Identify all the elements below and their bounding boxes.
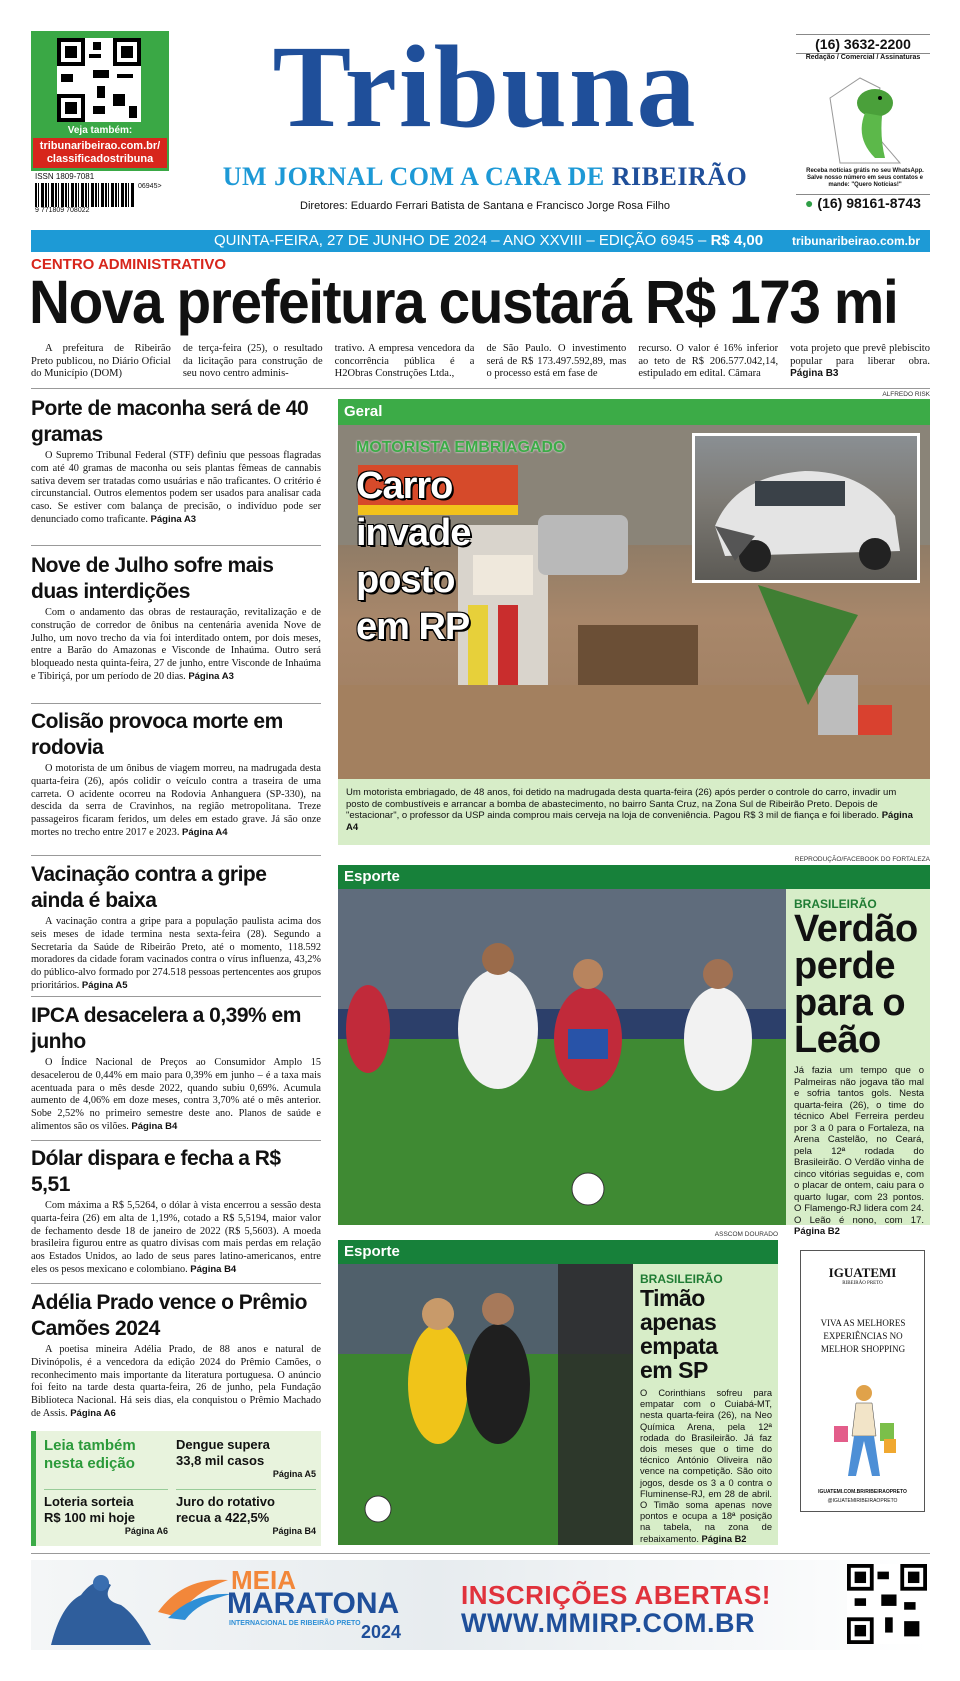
banner-subtitle: INTERNACIONAL DE RIBEIRÃO PRETO [229, 1620, 361, 1627]
lead-headline[interactable]: Nova prefeitura custará R$ 173 mi [29, 268, 898, 336]
read-also-item[interactable] [44, 1489, 168, 1536]
esporte-text [640, 1388, 772, 1545]
story-page-ref: Página A3 [188, 670, 234, 682]
story-title: Adélia Prado vence o Prêmio Camões 2024 [31, 1291, 307, 1340]
divider [31, 703, 321, 704]
esporte-corinthians[interactable] [338, 1240, 778, 1545]
story-nove-de-julho[interactable] [31, 553, 321, 684]
feature-headline-line: posto [356, 559, 455, 601]
story-title: Dólar dispara e fecha a R$ 5,51 [31, 1147, 281, 1196]
esporte-page-ref: Página B2 [701, 1533, 747, 1544]
dinosaur-icon [820, 68, 910, 168]
lead-col-2: de terça-feira (25), o resultado da licitação para construção de seu novo centro adminis- [182, 343, 323, 379]
tagline-part1: UM JORNAL COM A CARA DE [222, 162, 612, 191]
story-dolar[interactable] [31, 1146, 321, 1277]
photo-credit: ALFREDO RISK [882, 391, 930, 398]
corinthians-match-photo [338, 1264, 633, 1545]
soccer-match-icon [338, 889, 786, 1225]
esporte-headline [640, 1286, 772, 1382]
banner-title1: MEIA [231, 1565, 296, 1595]
story-title: Nove de Julho sofre mais duas interdições [31, 554, 274, 603]
read-also-item-line2: 33,8 mil casos [176, 1453, 265, 1468]
whatsapp-icon: ● [805, 195, 814, 211]
read-also-item[interactable] [176, 1437, 316, 1479]
crashed-car-inset [692, 433, 920, 583]
whatsapp-number[interactable] [796, 194, 930, 211]
read-also-page-ref: Página A6 [124, 1526, 168, 1536]
story-title: Porte de maconha será de 40 gramas [31, 397, 309, 446]
site-link[interactable]: tribunaribeirao.com.br [791, 234, 920, 248]
story-page-ref: Página B4 [190, 1263, 237, 1275]
geral-feature[interactable] [338, 399, 930, 845]
lead-text [31, 343, 930, 385]
barcode [35, 183, 135, 207]
runner-statue-icon [41, 1565, 161, 1647]
feature-headline-line: Carro [356, 465, 453, 507]
gas-station-photo [338, 425, 930, 779]
swoosh-logo-icon [153, 1572, 233, 1622]
read-also-item-line1: Juro do rotativo [176, 1494, 275, 1509]
lead-col-4: de São Paulo. O investimento será de R$ 173.497.592,89, mas o processo está em fase de [486, 343, 627, 379]
phone-subtitle: Redação / Comercial / Assinaturas [805, 54, 921, 61]
esporte-kicker: BRASILEIRÃO [794, 897, 877, 911]
story-maconha[interactable] [31, 396, 321, 527]
esporte-headline-line: perde [794, 945, 895, 987]
qr-url-line2: classificadostribuna [46, 153, 154, 165]
read-also-box [31, 1431, 321, 1546]
directors: Diretores: Eduardo Ferrari Batista de Santana e Francisco Jorge Rosa Filho [300, 200, 670, 212]
qr-code-panel[interactable] [31, 31, 169, 171]
feature-headline [356, 463, 470, 651]
feature-caption-text: Um motorista embriagado, de 48 anos, foi detido na madrugada desta quarta-feira (26) após perder o controle do carro, invadir um posto de combustíveis e arrancar a bomba de abastecimento, no bairro Santa Cruz, na Zona Sul de Ribeirão Preto. Depois de "estacionar", o professor da USP ainda comprou mais cerveja na loja de conveniência. Pagou R$ 3 mil de fiança e foi liberado. [346, 787, 897, 821]
esporte-headline-line: Timão [640, 1285, 705, 1311]
qr-see-also: Veja também: [67, 125, 133, 136]
story-text [31, 1200, 321, 1277]
divider [31, 1553, 930, 1554]
qr-url-line1: tribunaribeirao.com.br/ [39, 140, 161, 152]
story-colisao[interactable] [31, 709, 321, 840]
story-body: Com o andamento das obras de restauração, revitalização e de construção de corredor de ônibus na centenária avenida Nove de Julho, um novo trecho da via foi interditado ontem, por dois meses, entre a Barão do Amazonas e Visconde de Inhaúma. Outro será bloqueado nesta quinta-feira, 27 de junho, entre Visconde de Inhaúma e Tibiriçá, por um período de 20 dias. [31, 607, 321, 682]
tagline [195, 162, 775, 192]
feature-caption [346, 787, 922, 833]
story-vacinacao[interactable] [31, 862, 321, 993]
tagline-part2: RIBEIRÃO [611, 162, 748, 191]
read-also-item-line1: Dengue supera [176, 1437, 270, 1452]
esporte-headline-line: para o [794, 982, 906, 1024]
story-text [31, 607, 321, 684]
story-text [31, 763, 321, 840]
story-text [31, 916, 321, 993]
esporte-headline-line: Leão [794, 1019, 881, 1061]
read-also-page-ref: Página B4 [272, 1526, 316, 1536]
story-body: A vacinação contra a gripe para a população paulista acima dos seis meses de idade termina nesta sexta-feira (28). Segundo a Secretaria da Saúde de Ribeirão Preto, até o momento, 118.592 moradores da cidade foram vacinados contra o vírus influenza, 43,2% do público-alvo formado por 274.518 pessoas pertencentes aos grupos prioritários. [31, 916, 321, 991]
esporte-headline [794, 908, 924, 1061]
qr-code[interactable] [57, 38, 141, 122]
story-text [31, 450, 321, 527]
divider [31, 1140, 321, 1141]
story-title: IPCA desacelera a 0,39% em junho [31, 1004, 301, 1053]
banner-url[interactable]: WWW.MMIRP.COM.BR [461, 1608, 755, 1638]
feature-headline-line: em RP [356, 606, 470, 648]
story-body: O Índice Nacional de Preços ao Consumidor Amplo 15 desacelerou de 0,44% em maio para 0,39% em junho – é a taxa mais acentuada para o mês desde 2022, quando subiu 0,69%. Acumula aumento de 4,06% em doze meses, contra 3,70% até o mês anterior. Sobe 2,52% no primeiro semestre deste ano. Planos de saúde e alimentos são os vilões. [31, 1057, 321, 1132]
read-also-title-line1: Leia também [44, 1437, 136, 1454]
banner-year: 2024 [361, 1622, 402, 1642]
classificados-link[interactable] [33, 138, 167, 168]
story-ipca[interactable] [31, 1003, 321, 1134]
story-title: Colisão provoca morte em rodovia [31, 710, 283, 759]
lead-col-3: trativo. A empresa vencedora da concorrência pública é a H2Obras Construções Ltda., [334, 343, 475, 379]
crashed-car-icon [695, 436, 917, 580]
newspaper-title: Tribuna [272, 21, 698, 152]
esporte-headline-line: apenas [640, 1309, 717, 1335]
story-page-ref: Página A5 [81, 979, 128, 991]
ad-social: @IGUATEMIRIBEIRAOPRETO [827, 1498, 898, 1504]
lead-col-6-text: vota projeto que prevê plebiscito popular para liberar obra. [790, 343, 930, 367]
esporte-body: O Corinthians sofreu para empatar com o Cuiabá-MT, nesta quarta-feira (26), na Neo Química Arena, pela 12ª rodada do Brasileirão. Já faz dois meses que o time do técnico António Oliveira não vence na competição. São oito jogos, desde os 3 a 0 contra o Fluminense-RJ, em 28 de abril. O Timão soma apenas nove pontos e ocupa a 18ª posição na tabela, na zona de rebaixamento. [640, 1388, 772, 1544]
banner-cta: INSCRIÇÕES ABERTAS! [461, 1580, 771, 1610]
lead-col-5: recurso. O valor é 16% inferior ao teto de R$ 206.577.042,14, estipulado em edital. Câmara [638, 343, 779, 379]
lead-col-6 [790, 343, 930, 385]
feature-kicker: MOTORISTA EMBRIAGADO [356, 439, 566, 456]
photo-credit: ASSCOM DOURADO [714, 1231, 778, 1238]
qr-code-icon[interactable] [847, 1564, 927, 1644]
esporte-headline-line: empata [640, 1333, 718, 1359]
esporte-page-ref: Página B2 [794, 1226, 840, 1237]
story-body: A poetisa mineira Adélia Prado, de 88 anos e natural de Divinópolis, é a vencedora da edição 2024 do Prêmio Camões, o reconhecimento mais importante da literatura portuguesa. O anúncio foi feito na tarde desta quarta-feira, 26 de junho, pela Fundação Biblioteca Nacional. Há seis dias, ela conquistou o Prêmio Machado de Assis. [31, 1344, 321, 1419]
esporte-side-text [640, 1272, 772, 1545]
divider [31, 1283, 321, 1284]
divider [31, 545, 321, 546]
esporte-side-text [794, 897, 924, 1238]
whatsapp-promo: Receba notícias grátis no seu WhatsApp. Salve nosso número em seus contatos e mande: "Quero Notícias!" [806, 168, 924, 188]
story-page-ref: Página A4 [181, 826, 228, 838]
lead-col-1: A prefeitura de Ribeirão Preto publicou, no Diário Oficial do Município (DOM) [31, 343, 171, 379]
dateline-text: QUINTA-FEIRA, 27 DE JUNHO DE 2024 – ANO XXVIII – EDIÇÃO 6945 – [214, 232, 711, 249]
lead-page-ref: Página B3 [790, 368, 839, 379]
soccer-match-icon [338, 1264, 633, 1545]
section-label: Esporte [338, 865, 930, 889]
story-text [31, 1057, 321, 1134]
story-page-ref: Página A6 [70, 1407, 116, 1419]
read-also-title [44, 1437, 136, 1473]
divider [31, 388, 930, 389]
shopping-woman-icon [826, 1381, 901, 1481]
photo-credit: REPRODUÇÃO/FACEBOOK DO FORTALEZA [794, 856, 930, 863]
barcode-code: 06945> [138, 183, 162, 190]
story-page-ref: Página A3 [150, 513, 197, 525]
divider [31, 855, 321, 856]
read-also-item-line2: recua a 422,5% [176, 1510, 270, 1525]
esporte-kicker: BRASILEIRÃO [640, 1272, 723, 1286]
ad-brand: IGUATEMI [828, 1265, 897, 1280]
read-also-item-line1: Loteria sorteia [44, 1494, 134, 1509]
section-label: Esporte [338, 1240, 778, 1264]
section-label: Geral [338, 399, 930, 425]
ad-brand-sub: RIBEIRÃO PRETO [842, 1281, 883, 1286]
esporte-headline-line: em SP [640, 1357, 708, 1383]
story-page-ref: Página B4 [131, 1120, 178, 1132]
ad-slogan: VIVA AS MELHORES EXPERIÊNCIAS NO MELHOR SHOPPING [820, 1318, 906, 1354]
meia-maratona-banner[interactable] [31, 1560, 930, 1650]
price: R$ 4,00 [710, 232, 764, 249]
divider [31, 996, 321, 997]
qr-code-icon [57, 38, 141, 122]
phone-number[interactable]: (16) 3632-2200 [796, 34, 930, 54]
read-also-title-line2: nesta edição [44, 1455, 135, 1472]
feature-headline-line: invade [356, 512, 471, 554]
read-also-page-ref: Página A5 [272, 1469, 316, 1479]
story-title: Vacinação contra a gripe ainda é baixa [31, 863, 267, 912]
whatsapp-number-text: (16) 98161-8743 [817, 195, 921, 211]
esporte-body: Já fazia um tempo que o Palmeiras não jogava tão mal e sofria tantos gols. Nesta quarta-feira (26), o time do técnico Abel Ferreira perdeu por 3 a 0 para o Fortaleza, na Arena Castelão, no Ceará, pela 12ª rodada do Brasileirão. O Verdão vinha de cinco vitórias seguidas e, com o placar de ontem, caiu para o quarto lugar, com 23 pontos. O Flamengo-RJ lidera com 24. O Leão é nono, com 17. [794, 1065, 924, 1226]
dateline [214, 230, 763, 252]
issn: ISSN 1809-7081 [35, 172, 95, 181]
ad-url: IGUATEMI.COM.BR/RIBEIRAOPRETO [818, 1489, 907, 1495]
esporte-text [794, 1065, 924, 1238]
iguatemi-ad[interactable] [800, 1250, 925, 1512]
banner-title2: MARATONA [227, 1587, 400, 1620]
story-body: O Supremo Tribunal Federal (STF) definiu que pessoas flagradas com até 40 gramas de maconha ou seis plantas fêmeas de cannabis sativa devem ser tratadas como usuárias e não traficantes. O critério é circunstancial. Outros elementos podem ser usados para analisar cada caso. Se estiver com balança de precisão, o indivíduo pode ser denunciado como traficante. [31, 450, 321, 525]
story-body: O motorista de um ônibus de viagem morreu, na madrugada desta quarta-feira (26), após colidir o veículo contra a traseira de uma carreta. O acidente ocorreu na Rodovia Anhanguera (SP-330), na descida da serra de Cravinhos, na região metropolitana. Treze passageiros ficaram feridos, um deles em estado grave. Já são onze mortes no trecho entre 2017 e 2023. [31, 763, 321, 838]
story-body: Com máxima a R$ 5,5264, o dólar à vista encerrou a sessão desta quarta-feira (26) em alta de 1,19%, cotado a R$ 5,5194, maior valor de fechamento desde 18 de janeiro de 2022 (R$ 5,5603). A moeda brasileira figurou entre as quatro divisas com mais perdas em relação aos Estados Unidos, ao lado de seus pares latino-americanos, entre eles os pesos mexicano e colombiano. [31, 1200, 321, 1275]
story-text [31, 1344, 321, 1421]
read-also-item[interactable] [176, 1489, 316, 1536]
palmeiras-match-photo [338, 889, 786, 1225]
esporte-headline-line: Verdão [794, 908, 918, 950]
lead-kicker: CENTRO ADMINISTRATIVO [31, 256, 226, 273]
dateline-bar [31, 230, 930, 252]
story-adelia-prado[interactable] [31, 1290, 321, 1421]
barcode-digits: 9 771809 708022 [35, 207, 90, 214]
feature-page-ref: Página A4 [346, 810, 913, 833]
read-also-item-line2: R$ 100 mi hoje [44, 1510, 136, 1525]
